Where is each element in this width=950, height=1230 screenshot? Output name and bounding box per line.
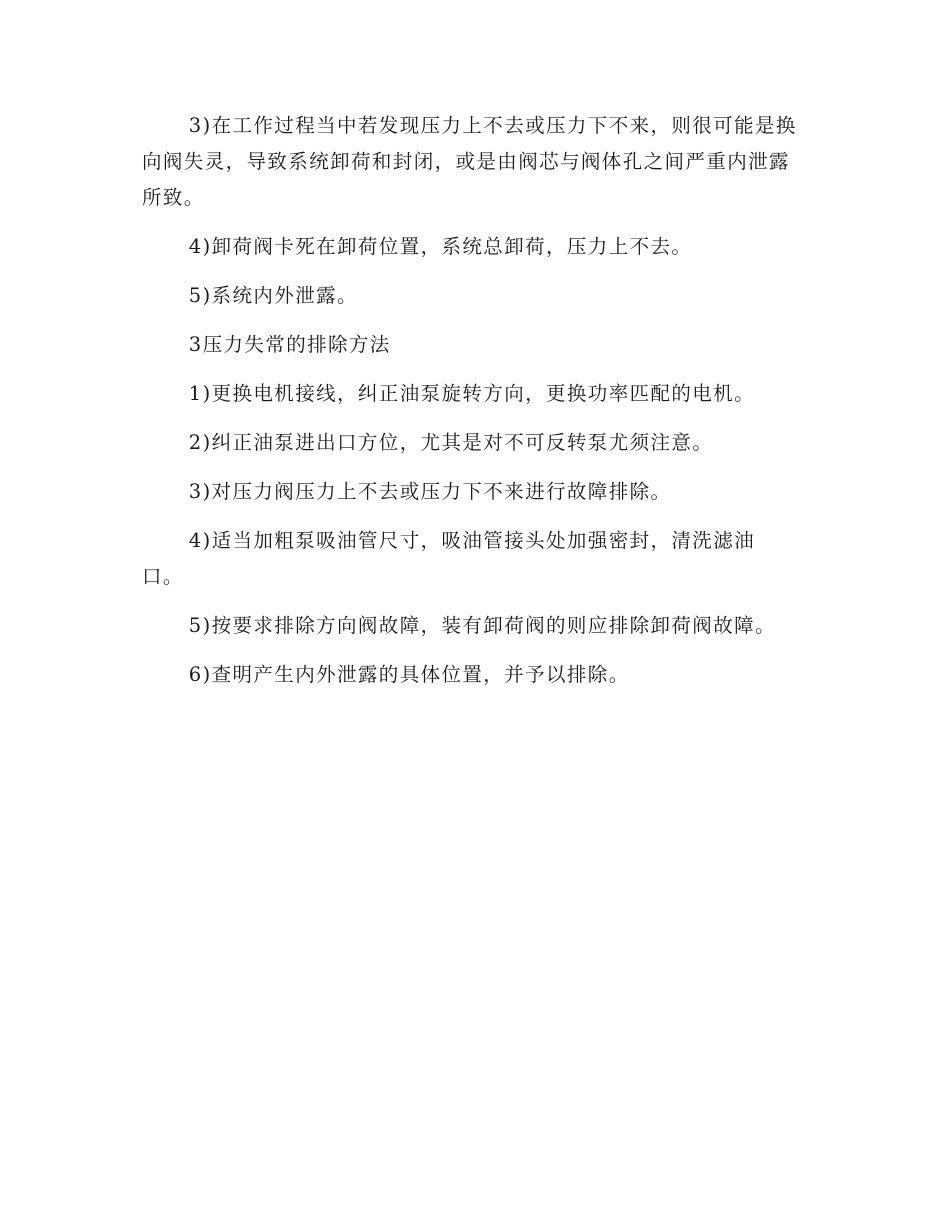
paragraph-fix-6: 6)查明产生内外泄露的具体位置，并予以排除。	[188, 663, 630, 686]
paragraph-fix-5: 5)按要求排除方向阀故障，装有卸荷阀的则应排除卸荷阀故障。	[188, 614, 776, 637]
paragraph-fix-4: 4)适当加粗泵吸油管尺寸，吸油管接头处加强密封，清洗滤油口。	[142, 529, 756, 588]
paragraph-fix-2: 2)纠正油泵进出口方位，尤其是对不可反转泵尤须注意。	[188, 431, 714, 454]
document-body	[142, 108, 802, 706]
section-heading: 3压力失常的排除方法	[188, 333, 391, 356]
paragraph-cause-5: 5)系统内外泄露。	[188, 284, 358, 307]
paragraph-fix-3: 3)对压力阀压力上不去或压力下不来进行故障排除。	[188, 480, 672, 503]
paragraph-cause-4: 4)卸荷阀卡死在卸荷位置，系统总卸荷，压力上不去。	[188, 235, 693, 258]
paragraph-cause-3: 3)在工作过程当中若发现压力上不去或压力下不来，则很可能是换向阀失灵，导致系统卸荷和封闭，或是由阀芯与阀体孔之间严重内泄露所致。	[142, 114, 797, 209]
paragraph-fix-1: 1)更换电机接线，纠正油泵旋转方向，更换功率匹配的电机。	[188, 382, 756, 405]
